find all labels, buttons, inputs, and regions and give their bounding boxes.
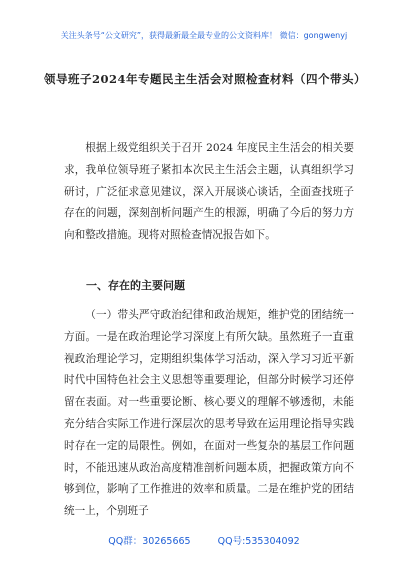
footer-qq-group: QQ群：30265665 bbox=[108, 536, 191, 547]
document-title: 领导班子2024年专题民主生活会对照检查材料（四个带头） bbox=[43, 72, 366, 86]
section-heading: 一、存在的主要问题 bbox=[86, 279, 185, 292]
footer bbox=[0, 533, 408, 547]
header-note: 关注头条号“公文研究”，获得最新最全最专业的公文资料库！ 微信：gongwenyj bbox=[60, 31, 348, 40]
intro-paragraph: 根据上级党组织关于召开 2024 年度民主生活会的相关要求，我单位领导班子紧扣本次民主生活会主题，认真组织学习研讨，广泛征求意见建议，深入开展谈心谈话，全面查找班子存在的问题，深刻剖析问题产生的根源，明确了今后的努力方向和整改措施。现将对照检查情况报告如下。 bbox=[64, 142, 354, 242]
body-paragraph: （一）带头严守政治纪律和政治规矩，维护党的团结统一方面。一是在政治理论学习深度上有所欠缺。虽然班子一直重视政治理论学习，定期组织集体学习活动，深入学习习近平新时代中国特色社会主义思想等重要理论，但部分时候学习还停留在表面。对一些重要论断、核心要义的理解不够透彻，未能充分结合实际工作进行深层次的思考导致在运用理论指导实践时存在一定的局限性。例如，在面对一些复杂的基层工作问题时，不能迅速从政治高度精准剖析问题本质，把握政策方向不够到位，影响了工作推进的效率和质量。二是在维护党的团结统一上，个别班子 bbox=[64, 309, 354, 518]
footer-qq-number: QQ号:535304092 bbox=[217, 536, 300, 547]
